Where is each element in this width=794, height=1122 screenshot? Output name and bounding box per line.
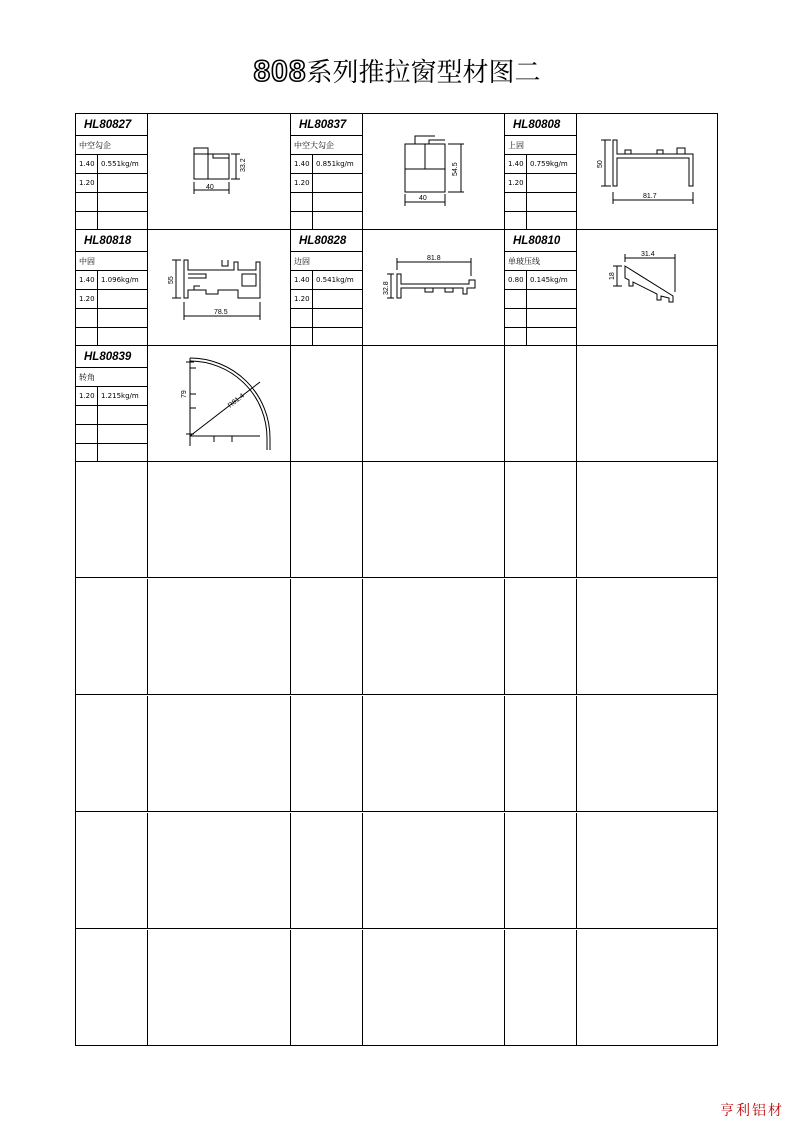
spec-row bbox=[291, 212, 362, 230]
empty-cell bbox=[577, 813, 717, 928]
profile-name: 中空勾企 bbox=[76, 136, 147, 155]
profile-section-drawing bbox=[577, 114, 717, 229]
spec-row bbox=[76, 193, 147, 212]
empty-cell bbox=[363, 579, 505, 694]
empty-cell bbox=[505, 930, 577, 1045]
dimension-width: 78.5 bbox=[214, 309, 228, 316]
empty-cell bbox=[291, 930, 363, 1045]
spec-row bbox=[76, 212, 147, 230]
spec-row bbox=[76, 387, 147, 406]
empty-cell bbox=[148, 696, 291, 811]
spec-row bbox=[76, 174, 147, 193]
profile-drawing-cell bbox=[363, 114, 505, 229]
profile-table bbox=[75, 113, 718, 1046]
empty-cell bbox=[363, 696, 505, 811]
spec-thickness bbox=[76, 444, 98, 462]
table-row bbox=[76, 230, 717, 346]
spec-weight bbox=[98, 328, 147, 346]
profile-info-cell bbox=[76, 114, 148, 229]
spec-weight bbox=[313, 328, 362, 346]
spec-thickness: 1.40 bbox=[76, 271, 98, 289]
empty-cell bbox=[291, 696, 363, 811]
spec-row bbox=[291, 155, 362, 174]
spec-thickness: 1.20 bbox=[291, 174, 313, 192]
spec-weight bbox=[98, 212, 147, 230]
empty-cell bbox=[577, 696, 717, 811]
dimension-height: 33.2 bbox=[240, 158, 247, 172]
spec-weight bbox=[313, 309, 362, 327]
page-title bbox=[0, 52, 794, 89]
spec-thickness bbox=[76, 328, 98, 346]
profile-name: 上固 bbox=[505, 136, 576, 155]
spec-row bbox=[76, 309, 147, 328]
empty-cell bbox=[291, 813, 363, 928]
empty-cell bbox=[505, 462, 577, 577]
empty-cell bbox=[76, 462, 148, 577]
empty-cell bbox=[577, 930, 717, 1045]
empty-cell bbox=[291, 462, 363, 577]
spec-weight bbox=[313, 193, 362, 211]
spec-row bbox=[291, 309, 362, 328]
spec-thickness bbox=[505, 212, 527, 230]
profile-info-cell bbox=[505, 230, 577, 345]
spec-weight: 1.096kg/m bbox=[101, 276, 139, 284]
spec-row bbox=[76, 328, 147, 346]
profile-code: HL80827 bbox=[76, 114, 147, 136]
profile-name: 边固 bbox=[291, 252, 362, 271]
profile-section-drawing bbox=[363, 230, 504, 345]
dimension-width: 40 bbox=[206, 184, 214, 191]
spec-weight bbox=[98, 290, 147, 308]
spec-thickness: 1.40 bbox=[291, 271, 313, 289]
empty-cell bbox=[76, 579, 148, 694]
empty-cell bbox=[148, 813, 291, 928]
spec-weight: 0.851kg/m bbox=[316, 160, 354, 168]
table-row bbox=[76, 813, 717, 929]
profile-code: HL80837 bbox=[291, 114, 362, 136]
spec-thickness bbox=[76, 212, 98, 230]
spec-thickness: 0.80 bbox=[505, 271, 527, 289]
spec-thickness: 1.20 bbox=[291, 290, 313, 308]
spec-thickness bbox=[76, 193, 98, 211]
spec-row bbox=[505, 328, 576, 346]
profile-name: 中空大勾企 bbox=[291, 136, 362, 155]
empty-cell bbox=[76, 696, 148, 811]
spec-row bbox=[291, 328, 362, 346]
spec-thickness bbox=[505, 309, 527, 327]
spec-weight bbox=[98, 444, 147, 462]
spec-row bbox=[76, 425, 147, 444]
spec-thickness: 1.20 bbox=[505, 174, 527, 192]
spec-weight bbox=[313, 290, 362, 308]
spec-weight bbox=[98, 406, 147, 424]
profile-name: 转角 bbox=[76, 368, 147, 387]
spec-row bbox=[291, 271, 362, 290]
dimension-height: 32.8 bbox=[383, 281, 390, 295]
spec-weight bbox=[527, 290, 576, 308]
profile-drawing-cell bbox=[148, 230, 291, 345]
spec-weight: 0.145kg/m bbox=[530, 276, 568, 284]
spec-row bbox=[505, 212, 576, 230]
empty-cell bbox=[148, 462, 291, 577]
spec-row bbox=[505, 155, 576, 174]
dimension-width: 40 bbox=[419, 195, 427, 202]
spec-row bbox=[76, 290, 147, 309]
spec-weight bbox=[98, 174, 147, 192]
spec-row bbox=[505, 271, 576, 290]
spec-thickness bbox=[291, 193, 313, 211]
spec-thickness: 1.40 bbox=[291, 155, 313, 173]
empty-cell bbox=[76, 813, 148, 928]
spec-row bbox=[76, 444, 147, 462]
dimension-width: 81.7 bbox=[643, 193, 657, 200]
table-row bbox=[76, 930, 717, 1045]
profile-name: 中固 bbox=[76, 252, 147, 271]
empty-cell bbox=[148, 579, 291, 694]
table-row bbox=[76, 579, 717, 695]
spec-weight bbox=[527, 212, 576, 230]
spec-thickness bbox=[291, 212, 313, 230]
dimension-height: 55 bbox=[168, 276, 175, 284]
profile-name: 单玻压线 bbox=[505, 252, 576, 271]
empty-cell bbox=[148, 930, 291, 1045]
dimension-height: 54.5 bbox=[452, 162, 459, 176]
spec-weight bbox=[98, 193, 147, 211]
empty-cell bbox=[505, 346, 577, 461]
title-series-number: 808 bbox=[253, 55, 307, 88]
profile-section-drawing bbox=[363, 114, 504, 229]
dimension-width: 31.4 bbox=[641, 251, 655, 258]
spec-weight bbox=[527, 328, 576, 346]
profile-drawing-cell bbox=[577, 114, 717, 229]
empty-cell bbox=[363, 930, 505, 1045]
spec-row bbox=[505, 309, 576, 328]
spec-weight bbox=[527, 309, 576, 327]
spec-thickness bbox=[505, 193, 527, 211]
empty-cell bbox=[505, 696, 577, 811]
profile-drawing-cell bbox=[577, 230, 717, 345]
spec-thickness bbox=[291, 328, 313, 346]
profile-code: HL80810 bbox=[505, 230, 576, 252]
dimension-radius: R81.4 bbox=[226, 392, 246, 410]
table-row bbox=[76, 346, 717, 462]
spec-weight: 1.215kg/m bbox=[101, 392, 139, 400]
empty-cell bbox=[363, 813, 505, 928]
empty-cell bbox=[76, 930, 148, 1045]
spec-thickness bbox=[76, 309, 98, 327]
empty-cell bbox=[505, 813, 577, 928]
spec-thickness: 1.20 bbox=[76, 387, 98, 405]
spec-thickness: 1.20 bbox=[76, 290, 98, 308]
table-row bbox=[76, 462, 717, 578]
empty-cell bbox=[363, 346, 505, 461]
spec-row bbox=[505, 174, 576, 193]
spec-thickness bbox=[76, 425, 98, 443]
profile-code: HL80818 bbox=[76, 230, 147, 252]
profile-code: HL80839 bbox=[76, 346, 147, 368]
spec-thickness: 1.40 bbox=[505, 155, 527, 173]
spec-row bbox=[505, 193, 576, 212]
spec-weight bbox=[527, 193, 576, 211]
profile-info-cell bbox=[505, 114, 577, 229]
spec-row bbox=[291, 290, 362, 309]
empty-cell bbox=[291, 579, 363, 694]
spec-thickness bbox=[291, 309, 313, 327]
profile-drawing-cell bbox=[148, 114, 291, 229]
empty-cell bbox=[577, 579, 717, 694]
title-text: 系列推拉窗型材图二 bbox=[306, 58, 541, 88]
spec-weight bbox=[313, 212, 362, 230]
spec-row bbox=[76, 406, 147, 425]
profile-info-cell bbox=[76, 230, 148, 345]
empty-cell bbox=[505, 579, 577, 694]
spec-weight: 0.541kg/m bbox=[316, 276, 354, 284]
spec-thickness: 1.40 bbox=[76, 155, 98, 173]
dimension-width: 81.8 bbox=[427, 255, 441, 262]
spec-weight: 0.759kg/m bbox=[530, 160, 568, 168]
table-row bbox=[76, 114, 717, 230]
profile-section-drawing bbox=[148, 114, 290, 229]
dimension-height: 50 bbox=[597, 160, 604, 168]
empty-cell bbox=[577, 462, 717, 577]
profile-section-drawing bbox=[148, 230, 290, 345]
brand-mark: 亨利铝材 bbox=[720, 1103, 784, 1119]
profile-drawing-cell bbox=[148, 346, 291, 461]
spec-weight bbox=[527, 174, 576, 192]
spec-row bbox=[76, 155, 147, 174]
profile-info-cell bbox=[76, 346, 148, 461]
spec-weight: 0.551kg/m bbox=[101, 160, 139, 168]
table-row bbox=[76, 696, 717, 812]
empty-cell bbox=[577, 346, 717, 461]
profile-info-cell bbox=[291, 230, 363, 345]
spec-thickness: 1.20 bbox=[76, 174, 98, 192]
spec-weight bbox=[98, 309, 147, 327]
dimension-height: 79 bbox=[181, 390, 188, 398]
profile-drawing-cell bbox=[363, 230, 505, 345]
profile-info-cell bbox=[291, 114, 363, 229]
profile-code: HL80828 bbox=[291, 230, 362, 252]
spec-row bbox=[291, 193, 362, 212]
spec-row bbox=[291, 174, 362, 193]
spec-weight bbox=[98, 425, 147, 443]
empty-cell bbox=[363, 462, 505, 577]
dimension-height: 18 bbox=[609, 272, 616, 280]
spec-weight bbox=[313, 174, 362, 192]
spec-thickness bbox=[505, 328, 527, 346]
spec-thickness bbox=[505, 290, 527, 308]
profile-code: HL80808 bbox=[505, 114, 576, 136]
spec-row bbox=[76, 271, 147, 290]
empty-cell bbox=[291, 346, 363, 461]
spec-thickness bbox=[76, 406, 98, 424]
spec-row bbox=[505, 290, 576, 309]
profile-section-drawing bbox=[577, 230, 717, 345]
profile-section-drawing bbox=[148, 346, 290, 461]
